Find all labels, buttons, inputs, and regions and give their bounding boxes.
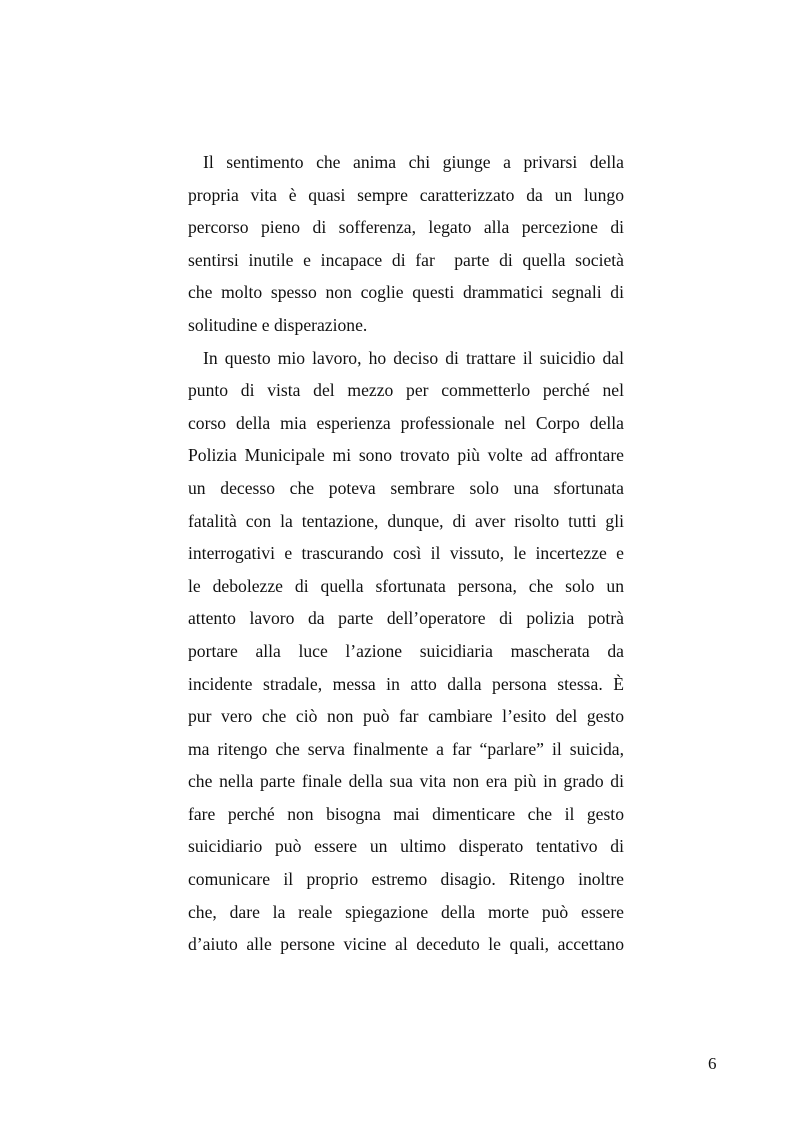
paragraph-line: sentirsi inutile e incapace di far parte di quella società [188, 249, 624, 270]
page-number: 6 [708, 1054, 717, 1073]
paragraph-line: incidente stradale, messa in atto dalla persona stessa. È [188, 673, 624, 694]
paragraph-line: che, dare la reale spiegazione della morte può essere [188, 901, 624, 922]
paragraph-line: fare perché non bisogna mai dimenticare che il gesto [188, 803, 624, 824]
paragraph-line: interrogativi e trascurando così il vissuto, le incertezze e [188, 543, 624, 564]
paragraph-line: percorso pieno di sofferenza, legato alla percezione di [188, 217, 624, 238]
paragraph-line: portare alla luce l’azione suicidiaria mascherata da [188, 640, 624, 661]
paragraph-line: suicidiario può essere un ultimo disperato tentativo di [188, 836, 624, 857]
paragraph-line: che nella parte finale della sua vita non era più in grado di [188, 771, 624, 792]
paragraph-line: che molto spesso non coglie questi drammatici segnali di [188, 282, 624, 303]
paragraph-line: ma ritengo che serva finalmente a far “parlare” il suicida, [188, 738, 624, 759]
paragraph-line: solitudine e disperazione. [188, 314, 368, 335]
paragraph-line: propria vita è quasi sempre caratterizzato da un lungo [188, 184, 624, 205]
paragraph-line: le debolezze di quella sfortunata persona, che solo un [188, 575, 624, 596]
paragraph-line: punto di vista del mezzo per commetterlo perché nel [188, 380, 624, 401]
paragraph-line: fatalità con la tentazione, dunque, di aver risolto tutti gli [188, 510, 624, 531]
paragraph-line: d’aiuto alle persone vicine al deceduto le quali, accettano [188, 934, 624, 955]
paragraph-line: corso della mia esperienza professionale nel Corpo della [188, 412, 624, 433]
paragraph-line: pur vero che ciò non può far cambiare l’esito del gesto [188, 706, 624, 727]
body-text [188, 146, 624, 961]
paragraph-line: attento lavoro da parte dell’operatore di polizia potrà [188, 608, 624, 629]
paragraph-line: Il sentimento che anima chi giunge a privarsi della [203, 152, 624, 172]
paragraph-line: In questo mio lavoro, ho deciso di trattare il suicidio dal [203, 347, 624, 368]
paragraph-line: Polizia Municipale mi sono trovato più volte ad affrontare [188, 445, 624, 466]
paragraph-line: comunicare il proprio estremo disagio. Ritengo inoltre [188, 869, 624, 890]
paragraph-line: un decesso che poteva sembrare solo una sfortunata [188, 477, 624, 498]
paragraph-2 [188, 342, 624, 961]
paragraph-1 [188, 146, 624, 342]
